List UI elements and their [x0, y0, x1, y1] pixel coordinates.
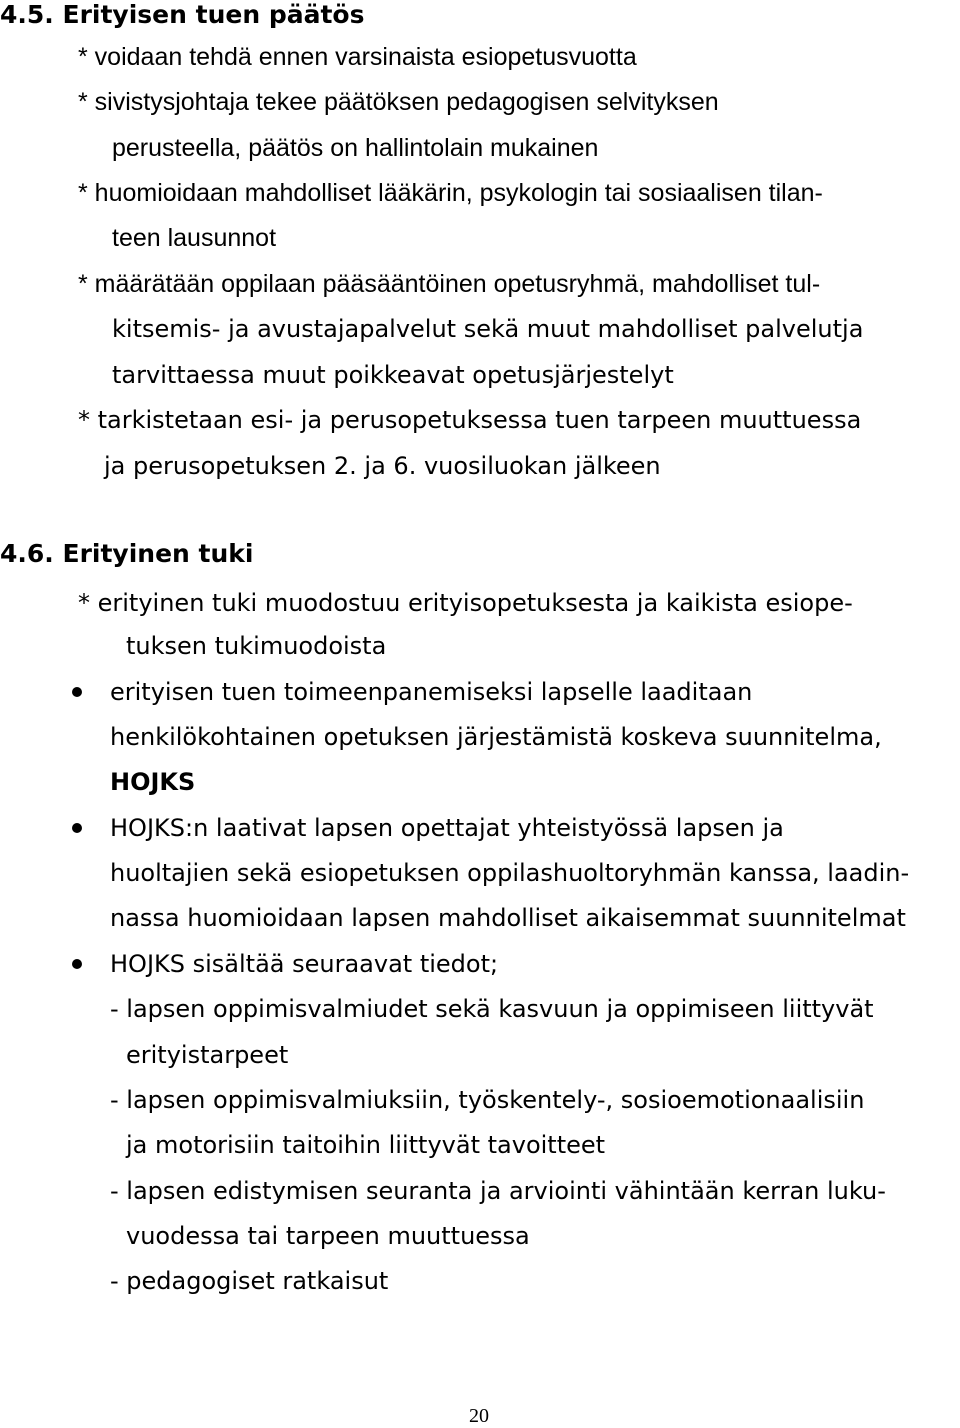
text-line: * voidaan tehdä ennen varsinaista esiopetusvuotta	[78, 43, 637, 71]
text-line: * määrätään oppilaan pääsääntöinen opetusryhmä, mahdolliset tul-	[78, 270, 821, 298]
text-line: huoltajien sekä esiopetuksen oppilashuoltoryhmän kanssa, laadin-	[110, 859, 910, 887]
bullet-icon	[72, 687, 82, 697]
text-line: tuksen tukimuodoista	[126, 632, 387, 660]
bullet-icon	[72, 959, 82, 969]
text-line: erityisen tuen toimeenpanemiseksi lapselle laaditaan	[110, 678, 753, 706]
section-heading-4-5: 4.5. Erityisen tuen päätös	[0, 0, 365, 29]
text-line: perusteella, päätös on hallintolain mukainen	[112, 134, 599, 162]
text-line: nassa huomioidaan lapsen mahdolliset aikaisemmat suunnitelmat	[110, 904, 906, 932]
text-line-hojks: HOJKS	[110, 768, 196, 796]
text-line: ja motorisiin taitoihin liittyvät tavoitteet	[126, 1131, 606, 1159]
text-line: - pedagogiset ratkaisut	[110, 1267, 389, 1295]
section-heading-4-6: 4.6. Erityinen tuki	[0, 539, 254, 568]
text-line: henkilökohtainen opetuksen järjestämistä koskeva suunnitelma,	[110, 723, 882, 751]
text-line: tarvittaessa muut poikkeavat opetusjärjestelyt	[112, 361, 674, 389]
text-line: erityistarpeet	[126, 1041, 289, 1069]
text-line: vuodessa tai tarpeen muuttuessa	[126, 1222, 530, 1250]
text-line: * erityinen tuki muodostuu erityisopetuksesta ja kaikista esiope-	[78, 589, 853, 617]
text-line: * sivistysjohtaja tekee päätöksen pedagogisen selvityksen	[78, 88, 719, 116]
text-line: - lapsen oppimisvalmiuksiin, työskentely-, sosioemotionaalisiin	[110, 1086, 865, 1114]
text-line: HOJKS:n laativat lapsen opettajat yhteistyössä lapsen ja	[110, 814, 784, 842]
text-line: * tarkistetaan esi- ja perusopetuksessa tuen tarpeen muuttuessa	[78, 406, 862, 434]
text-line: - lapsen oppimisvalmiudet sekä kasvuun ja oppimiseen liittyvät	[110, 995, 874, 1023]
text-line: teen lausunnot	[112, 224, 277, 252]
text-line: HOJKS sisältää seuraavat tiedot;	[110, 950, 499, 978]
text-line: kitsemis- ja avustajapalvelut sekä muut mahdolliset palvelutja	[112, 315, 864, 343]
text-line: * huomioidaan mahdolliset lääkärin, psykologin tai sosiaalisen tilan-	[78, 179, 823, 207]
page-number: 20	[469, 1405, 489, 1427]
text-line: - lapsen edistymisen seuranta ja arviointi vähintään kerran luku-	[110, 1177, 886, 1205]
bullet-icon	[72, 823, 82, 833]
text-line: ja perusopetuksen 2. ja 6. vuosiluokan jälkeen	[104, 452, 661, 480]
